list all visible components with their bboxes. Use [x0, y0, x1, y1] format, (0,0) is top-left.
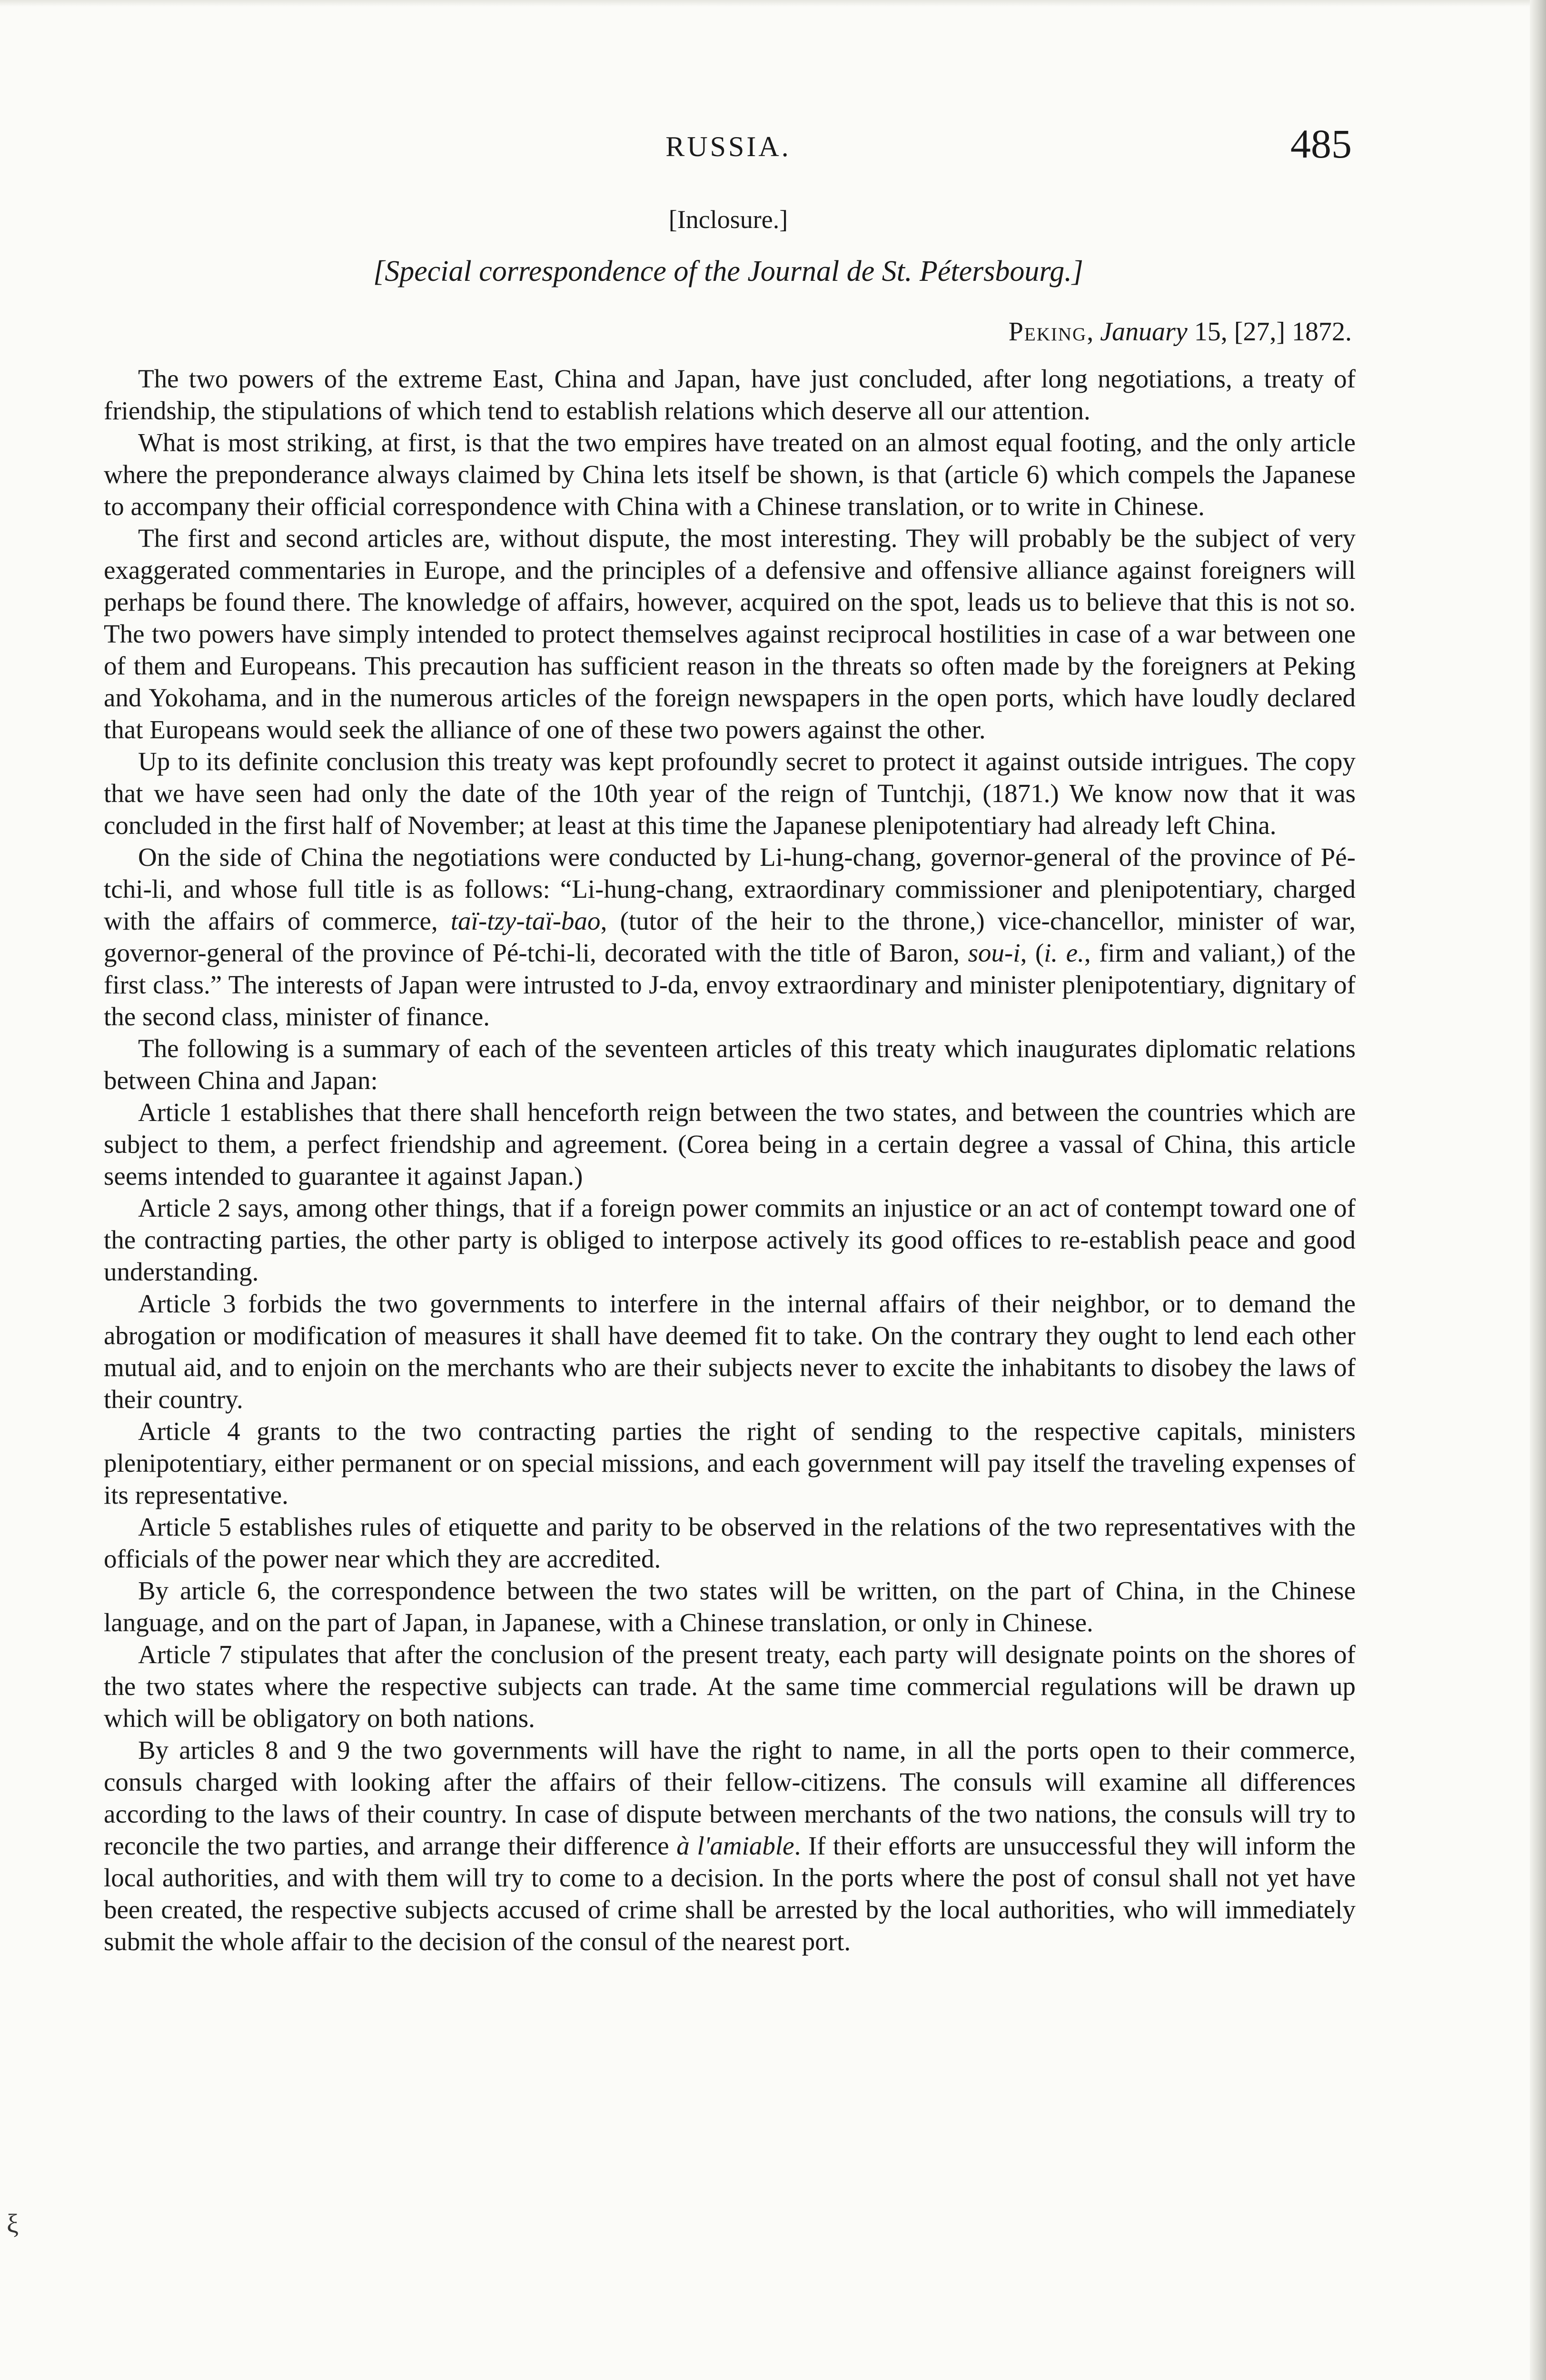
page-top-shadow: [0, 0, 1546, 7]
text-run: What is most striking, at first, is that the two empires have treated on an almost equal footing, and the only article where the preponderance always claimed by China lets itself be shown, is that (article 6) which compels the Japanese to accompany their official correspondence with China with a Chinese translation, or to write in Chinese.: [104, 428, 1356, 521]
body-paragraph: [104, 1734, 1356, 1957]
body-paragraph: [104, 363, 1356, 426]
body-paragraph: [104, 745, 1356, 841]
body-paragraph: [104, 1638, 1356, 1734]
text-run: Article 2 says, among other things, that if a foreign power commits an injustice or an act of contempt toward one of the contracting parties, the other party is obliged to interpose actively its good offices to re-establish peace and good understanding.: [104, 1193, 1356, 1286]
text-run: , firm and valiant,) of the first class.” The interests of Japan were intrusted to J-da, envoy extraordinary and minister plenipotentiary, dignitary of the second class, minister of finance.: [104, 938, 1356, 1031]
italic-run: i. e.: [1044, 938, 1084, 967]
inclosure-label: [Inclosure.]: [668, 205, 788, 234]
text-run: Article 5 establishes rules of etiquette and parity to be observed in the relations of the two representatives with the officials of the power near which they are accredited.: [104, 1512, 1356, 1573]
italic-run: taï-tzy-taï-bao: [450, 906, 601, 935]
italic-run: à l'amiable: [676, 1831, 794, 1860]
dateline-month: January: [1100, 317, 1188, 347]
body-paragraph: [104, 426, 1356, 522]
dateline: [105, 317, 1352, 347]
text-run: , (tutor of the heir to the throne,) vice-chancellor, minister of war, governor-general of the province of Pé-tchi-li, decorated with the title of Baron,: [104, 906, 1356, 967]
body-paragraph: [104, 522, 1356, 745]
text-run: Article 4 grants to the two contracting parties the right of sending to the respective capitals, ministers plenipotentiary, either permanent or on special missions, and each government will pay itself the traveling expenses of its representative.: [104, 1417, 1356, 1509]
text-run: The following is a summary of each of the seventeen articles of this treaty which inaugurates diplomatic relations between China and Japan:: [104, 1034, 1356, 1095]
margin-mark: ξ: [7, 2209, 19, 2239]
text-run: The two powers of the extreme East, China and Japan, have just concluded, after long negotiations, a treaty of friendship, the stipulations of which tend to establish relations which deserve all our attention.: [104, 364, 1356, 425]
body-paragraph: [104, 1032, 1356, 1096]
text-run: . If their efforts are unsuccessful they will inform the local authorities, and with them will try to come to a decision. In the ports where the post of consul shall not yet have been created, the respective subjects accused of crime shall be arrested by the local authorities, who will immediately submit the whole affair to the decision of the consul of the nearest port.: [104, 1831, 1356, 1956]
body-paragraph: [104, 841, 1356, 1032]
text-run: Article 1 establishes that there shall henceforth reign between the two states, and between the countries which are subject to them, a perfect friendship and agreement. (Corea being in a certain degree a vassal of China, this article seems intended to guarantee it against Japan.): [104, 1098, 1356, 1190]
italic-run: sou-i: [968, 938, 1021, 967]
text-run: Up to its definite conclusion this treaty was kept profoundly secret to protect it against outside intrigues. The copy that we have seen had only the date of the 10th year of the reign of Tuntchji, (1871.) We know now that it was concluded in the first half of November; at least at this time the Japanese plenipotentiary had already left China.: [104, 747, 1356, 840]
body-paragraph: [104, 1511, 1356, 1575]
body-paragraph: [104, 1288, 1356, 1415]
dateline-separator: ,: [1087, 317, 1100, 347]
dateline-place: Peking: [1008, 317, 1087, 347]
body-paragraph: [104, 1096, 1356, 1192]
text-run: The first and second articles are, without dispute, the most interesting. They will probably be the subject of very exaggerated commentaries in Europe, and the principles of a defensive and offensive alliance against foreigners will perhaps be found there. The knowledge of affairs, however, acquired on the spot, leads us to believe that this is not so. The two powers have simply intended to protect themselves against reciprocal hostilities in case of a war between one of them and Europeans. This precaution has sufficient reason in the threats so often made by the foreigners at Peking and Yokohama, and in the numerous articles of the foreign newspapers in the open ports, which have loudly declared that Europeans would seek the alliance of one of these two powers against the other.: [104, 524, 1356, 744]
text-run: Article 7 stipulates that after the conclusion of the present treaty, each party will designate points on the shores of the two states where the respective subjects can trade. At the same time commercial regulations will be drawn up which will be obligatory on both nations.: [104, 1640, 1356, 1733]
dateline-space: [1188, 317, 1194, 347]
page-header: [105, 120, 1352, 172]
text-run: On the side of China the negotiations were conducted by Li-hung-chang, governor-general of the province of Pé-tchi-li, and whose full title is as follows: “Li-hung-chang, extraordinary commissioner and plenipotentiary, charged with the affairs of commerce,: [104, 843, 1356, 935]
running-title: RUSSIA.: [665, 131, 791, 162]
text-run: By article 6, the correspondence between the two states will be written, on the part of China, in the Chinese language, and on the part of Japan, in Japanese, with a Chinese translation, or only in Chinese.: [104, 1576, 1356, 1637]
text-run: By articles 8 and 9 the two governments will have the right to name, in all the ports open to their commerce, consuls charged with looking after the affairs of their fellow-citizens. The consuls will examine all differences according to the laws of their country. In case of dispute between merchants of the two nations, the consuls will try to reconcile the two parties, and arrange their difference: [104, 1735, 1356, 1860]
page-number: 485: [1290, 121, 1352, 167]
special-correspondence-heading: [Special correspondence of the Journal de St. Pétersbourg.]: [373, 255, 1083, 288]
dateline-rest: 15, [27,] 1872.: [1194, 317, 1352, 347]
text-run: , (: [1020, 938, 1044, 967]
article-body: [104, 363, 1356, 1957]
text-run: Article 3 forbids the two governments to interfere in the internal affairs of their neighbor, or to demand the abrogation or modification of measures it shall have deemed fit to take. On the contrary they ought to lend each other mutual aid, and to enjoin on the merchants who are their subjects never to excite the inhabitants to disobey the laws of their country.: [104, 1289, 1356, 1414]
body-paragraph: [104, 1415, 1356, 1511]
body-paragraph: [104, 1575, 1356, 1638]
body-paragraph: [104, 1192, 1356, 1288]
page-right-edge: [1530, 0, 1546, 2380]
